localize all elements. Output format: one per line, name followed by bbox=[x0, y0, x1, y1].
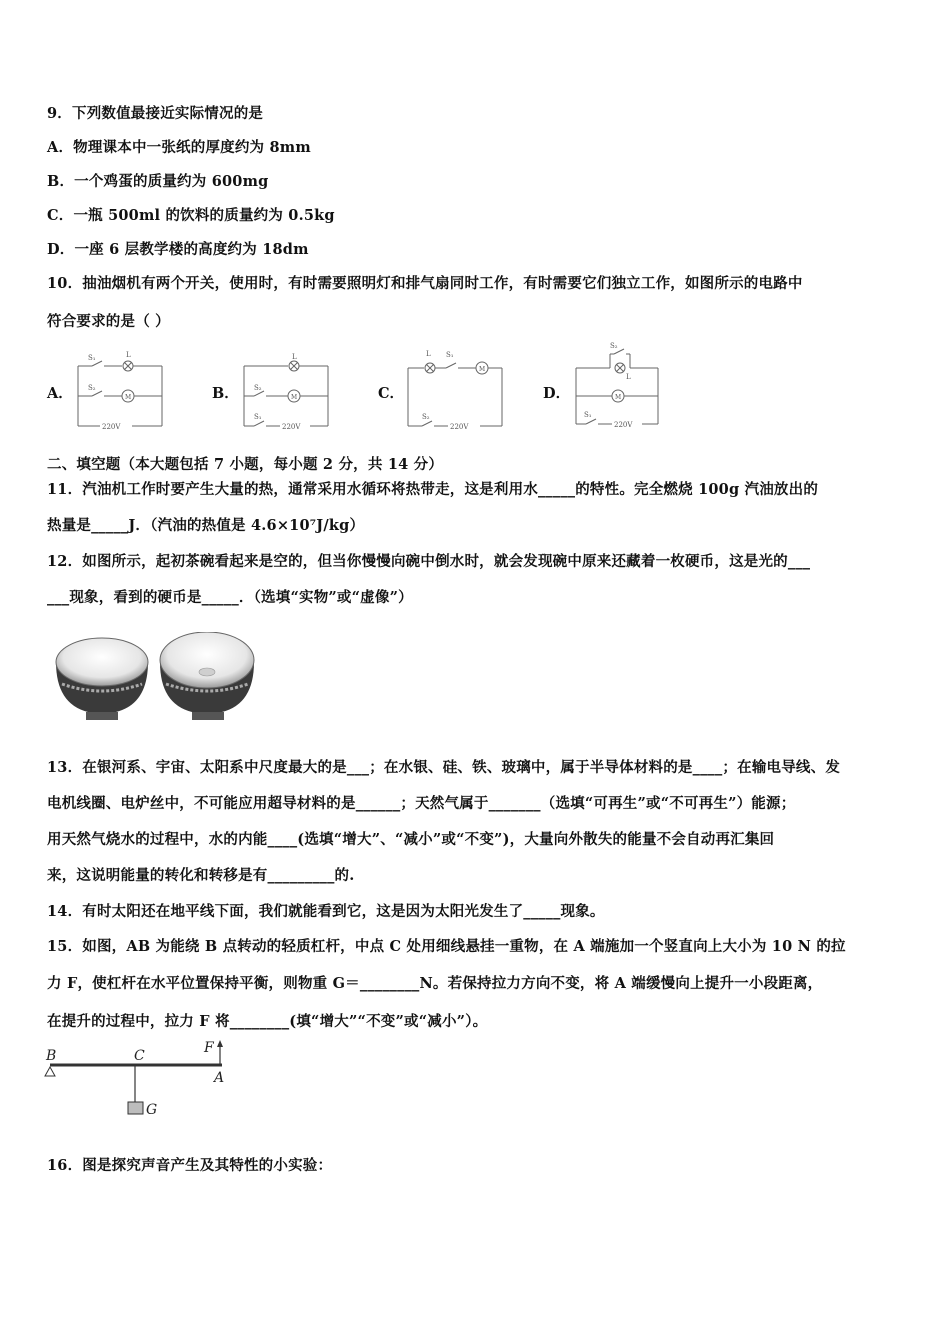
q16-stem: 16．图是探究声音产生及其特性的小实验： bbox=[47, 1157, 333, 1174]
label-lamp: L bbox=[426, 350, 431, 358]
q10-stem-line1: 10．抽油烟机有两个开关，使用时，有时需要照明灯和排气扇同时工作，有时需要它们独立工作，如图所示的电路中 bbox=[47, 275, 803, 292]
weight-block bbox=[128, 1102, 143, 1114]
q10-option-a-label: A． bbox=[47, 385, 73, 402]
circuit-diagram-a bbox=[70, 348, 170, 434]
label-b: B bbox=[46, 1048, 57, 1064]
circuit-diagram-d bbox=[568, 340, 668, 434]
pivot-icon bbox=[45, 1067, 55, 1076]
q9-option-b: B．一个鸡蛋的质量约为 600mg bbox=[47, 173, 269, 190]
section-2-heading: 二、填空题（本大题包括 7 小题，每小题 2 分，共 14 分） bbox=[47, 456, 444, 473]
q15-line3: 在提升的过程中，拉力 F 将________(填“增大”“不变”或“减小”）。 bbox=[47, 1013, 488, 1030]
label-s1: S₁ bbox=[254, 413, 262, 421]
label-s1: S₁ bbox=[584, 411, 592, 419]
label-motor: M bbox=[291, 394, 298, 401]
coin-icon bbox=[199, 668, 215, 676]
bowl-with-water-icon bbox=[160, 632, 254, 720]
label-a: A bbox=[214, 1070, 225, 1086]
label-supply: 220V bbox=[102, 423, 121, 431]
q13-line2: 电机线圈、电炉丝中，不可能应用超导材料的是______；天然气属于_______（选填“可再生”或“不可再生”）能源； bbox=[47, 795, 796, 812]
q13-line4: 来，这说明能量的转化和转移是有_________的. bbox=[47, 867, 355, 884]
q12-line2: ___现象，看到的硬币是_____．（选填“实物”或“虚像”） bbox=[47, 589, 413, 606]
label-s2: S₂ bbox=[88, 384, 96, 392]
label-lamp: L bbox=[292, 353, 297, 361]
q9-stem: 9．下列数值最接近实际情况的是 bbox=[47, 105, 264, 122]
teacup-bowls-figure bbox=[52, 632, 258, 724]
label-s1: S₁ bbox=[446, 351, 454, 359]
q9-option-d: D．一座 6 层教学楼的高度约为 18dm bbox=[47, 241, 309, 258]
q12-line1: 12．如图所示，起初茶碗看起来是空的，但当你慢慢向碗中倒水时，就会发现碗中原来还藏着一枚硬币，这是光的___ bbox=[47, 553, 811, 570]
label-c: C bbox=[134, 1048, 145, 1064]
q10-option-d-label: D． bbox=[543, 385, 571, 402]
q13-line3: 用天然气烧水的过程中，水的内能____(选填“增大”、“减小”或“不变”)，大量向外散失的能量不会自动再汇集回 bbox=[47, 831, 775, 848]
label-supply: 220V bbox=[614, 421, 633, 429]
label-motor: M bbox=[479, 366, 486, 373]
q13-line1: 13．在银河系、宇宙、太阳系中尺度最大的是___；在水银、硅、铁、玻璃中，属于半导体材料的是____；在输电导线、发 bbox=[47, 759, 841, 776]
label-lamp: L bbox=[626, 373, 631, 381]
label-supply: 220V bbox=[450, 423, 469, 431]
label-motor: M bbox=[125, 394, 132, 401]
bowl-empty-icon bbox=[56, 638, 148, 720]
label-f: F bbox=[204, 1040, 214, 1056]
q15-line2: 力 F，使杠杆在水平位置保持平衡，则物重 G＝________N。若保持拉力方向不变，将 A 端缓慢向上提升一小段距离， bbox=[47, 975, 823, 992]
q15-line1: 15．如图，AB 为能绕 B 点转动的轻质杠杆，中点 C 处用细线悬挂一重物，在 A 端施加一个竖直向上大小为 10 N 的拉 bbox=[47, 938, 846, 955]
label-s2: S₂ bbox=[254, 384, 262, 392]
circuit-diagram-b bbox=[236, 348, 336, 434]
label-lamp: L bbox=[126, 351, 131, 359]
q10-option-b-label: B． bbox=[212, 385, 239, 402]
q11-line2: 热量是_____J．（汽油的热值是 4.6×10⁷J/kg） bbox=[47, 517, 365, 534]
q9-option-c: C．一瓶 500ml 的饮料的质量约为 0.5kg bbox=[47, 207, 335, 224]
label-s1: S₁ bbox=[88, 354, 96, 362]
label-motor: M bbox=[615, 394, 622, 401]
label-s2: S₂ bbox=[422, 413, 430, 421]
label-s2: S₂ bbox=[610, 342, 618, 350]
q10-stem-line2: 符合要求的是（ ） bbox=[47, 313, 170, 330]
circuit-diagram-c bbox=[400, 342, 510, 434]
q14-line1: 14．有时太阳还在地平线下面，我们就能看到它，这是因为太阳光发生了_____现象。 bbox=[47, 903, 605, 920]
q10-option-c-label: C． bbox=[378, 385, 405, 402]
label-g: G bbox=[146, 1102, 158, 1118]
lever-figure bbox=[42, 1038, 242, 1120]
q11-line1: 11．汽油机工作时要产生大量的热，通常采用水循环将热带走，这是利用水_____的特性。完全燃烧 100g 汽油放出的 bbox=[47, 481, 819, 498]
label-supply: 220V bbox=[282, 423, 301, 431]
q9-option-a: A．物理课本中一张纸的厚度约为 8mm bbox=[47, 139, 311, 156]
